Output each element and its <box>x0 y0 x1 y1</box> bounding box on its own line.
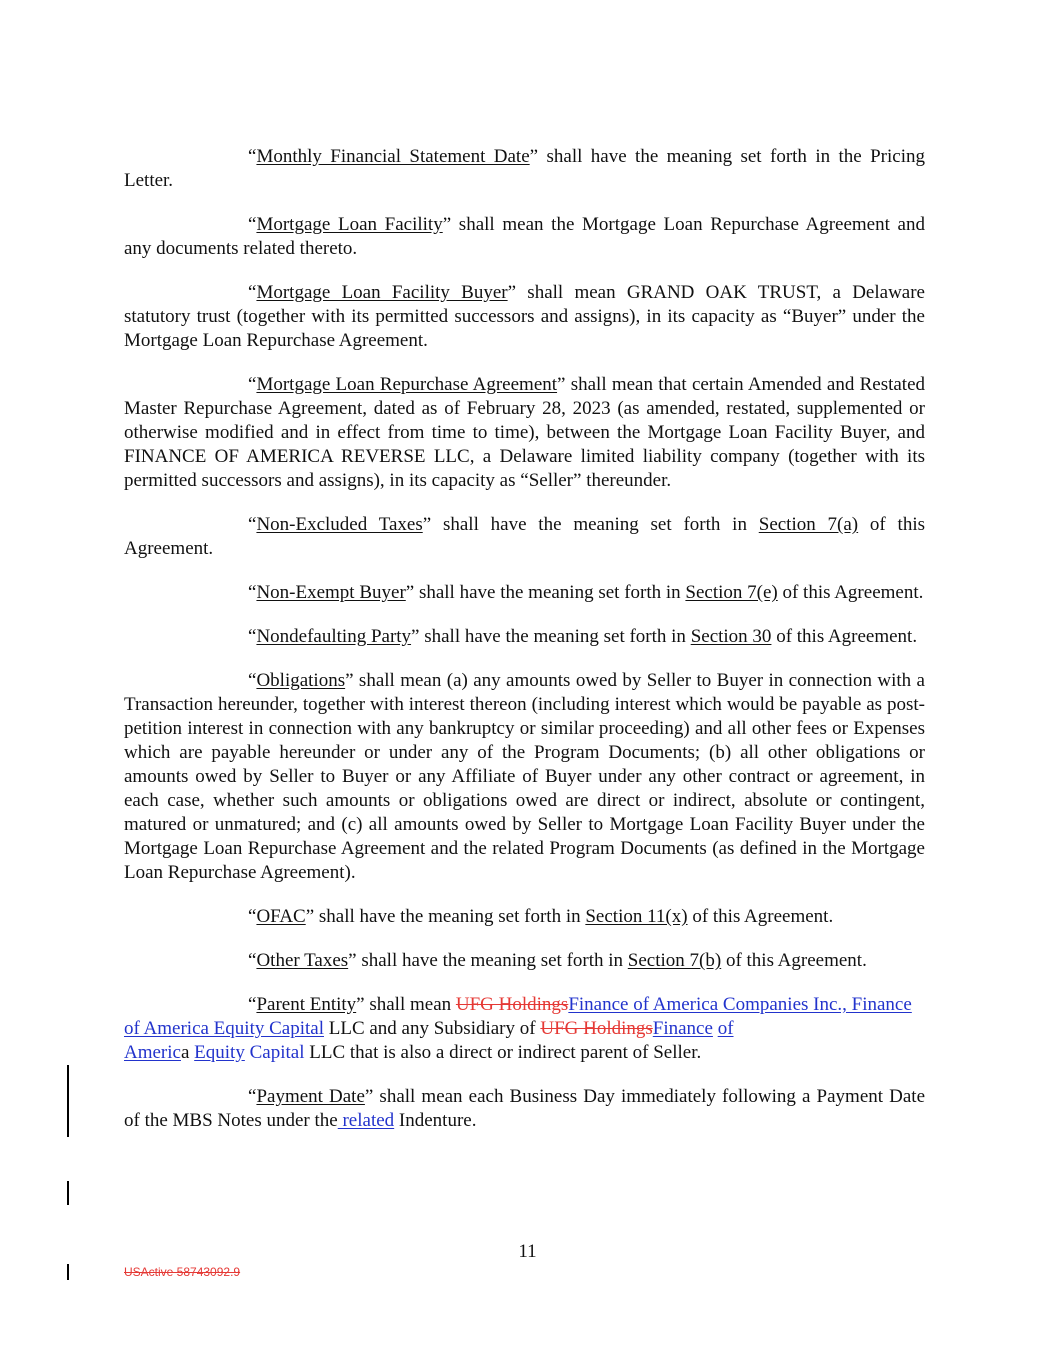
defined-term: Other Taxes <box>256 950 349 971</box>
inserted-text: Equity <box>194 1042 245 1063</box>
change-bar-parent-entity <box>67 1065 69 1137</box>
definition-monthly-financial-statement-date: “Monthly Financial Statement Date” shall have the meaning set forth in the Pricing Letter. <box>124 146 926 191</box>
inserted-text: Finance <box>652 1018 713 1039</box>
section-reference: Section 30 <box>690 626 772 647</box>
defined-term: Non-Exempt Buyer <box>256 582 406 603</box>
definition-ofac: “OFAC” shall have the meaning set forth in Section 11(x) of this Agreement. <box>248 906 834 927</box>
defined-term: Mortgage Loan Facility <box>256 214 443 235</box>
change-bar-footer <box>67 1264 69 1280</box>
section-reference: Section 7(e) <box>685 582 778 603</box>
definition-non-exempt-buyer: “Non-Exempt Buyer” shall have the meaning set forth in Section 7(e) of this Agreement. <box>248 582 924 603</box>
section-reference: Section 7(a) <box>758 514 859 535</box>
definition-non-excluded-taxes: “Non-Excluded Taxes” shall have the meaning set forth in Section 7(a) of this Agreement. <box>124 514 925 559</box>
definition-other-taxes: “Other Taxes” shall have the meaning set forth in Section 7(b) of this Agreement. <box>248 950 867 971</box>
inserted-text: Capital <box>249 1042 305 1063</box>
page-number: 11 <box>518 1241 537 1262</box>
deleted-text: UFG Holdings <box>540 1018 653 1039</box>
defined-term: Parent Entity <box>256 994 357 1015</box>
defined-term: Monthly Financial Statement Date <box>256 146 530 167</box>
inserted-text: Americ <box>124 1042 181 1063</box>
change-bar-payment-date <box>67 1181 69 1205</box>
definition-mortgage-loan-facility-buyer: “Mortgage Loan Facility Buyer” shall mean GRAND OAK TRUST, a Delaware statutory trust (together with its permitted successors and assigns), in its capacity as “Buyer” under the Mortgage Loan Repurchase Agreement. <box>124 282 925 351</box>
document-page <box>124 145 925 1133</box>
defined-term: Obligations <box>256 670 346 691</box>
inserted-text: Finance of America Companies Inc., Finance of America Equity Capital <box>124 994 912 1039</box>
definition-mortgage-loan-repurchase-agreement: “Mortgage Loan Repurchase Agreement” shall mean that certain Amended and Restated Master Repurchase Agreement, dated as of February 28, 2023 (as amended, restated, supplemented or otherwise modified and in effect from time to time), between the Mortgage Loan Facility Buyer, and FINANCE OF AMERICA REVERSE LLC, a Delaware limited liability company (together with its permitted successors and assigns), in its capacity as “Seller” thereunder. <box>124 374 926 491</box>
section-reference: Section 7(b) <box>627 950 722 971</box>
deleted-text: UFG Holdings <box>455 994 569 1015</box>
section-reference: Section 11(x) <box>585 906 688 927</box>
definition-payment-date: “Payment Date” shall mean each Business Day immediately following a Payment Date of the MBS Notes under the related Indenture. <box>124 1086 926 1131</box>
defined-term: Mortgage Loan Repurchase Agreement <box>256 374 558 395</box>
definition-mortgage-loan-facility: “Mortgage Loan Facility” shall mean the Mortgage Loan Repurchase Agreement and any documents related thereto. <box>124 214 925 259</box>
definition-nondefaulting-party: “Nondefaulting Party” shall have the meaning set forth in Section 30 of this Agreement. <box>248 626 918 647</box>
definition-parent-entity: “Parent Entity” shall mean UFG HoldingsFinance of America Companies Inc., Finance of America Equity Capital LLC and any Subsidiary of UFG HoldingsFinance of America Equity Capital LLC that is also a direct or indirect parent of Seller. <box>124 994 912 1063</box>
defined-term: OFAC <box>256 906 306 927</box>
definition-obligations: “Obligations” shall mean (a) any amounts owed by Seller to Buyer in connection with a Transaction hereunder, together with interest thereon (including interest which would be payable as post-petition interest in connection with any bankruptcy or similar proceeding) and all other fees or Expenses which are payable hereunder or under any of the Program Documents; (b) all other obligations or amounts owed by Seller to Buyer or any Affiliate of Buyer under any other contract or agreement, in each case, whether such amounts or obligations owed are direct or indirect, absolute or contingent, matured or unmatured; and (c) all amounts owed by Seller to Mortgage Loan Facility Buyer under the Mortgage Loan Repurchase Agreement and the related Program Documents (as defined in the Mortgage Loan Repurchase Agreement). <box>124 670 925 883</box>
defined-term: Payment Date <box>256 1086 365 1107</box>
inserted-text: of <box>717 1018 734 1039</box>
defined-term: Nondefaulting Party <box>256 626 412 647</box>
inserted-text: related <box>337 1110 395 1131</box>
document-id-footer: USActive 58743092.9 <box>124 1265 241 1279</box>
defined-term: Non-Excluded Taxes <box>256 514 423 535</box>
defined-term: Mortgage Loan Facility Buyer <box>256 282 508 303</box>
